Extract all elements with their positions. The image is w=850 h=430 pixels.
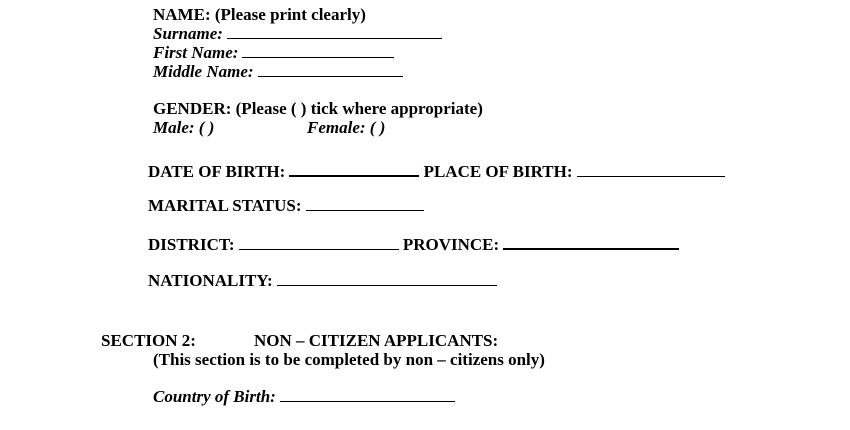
first-name-row: [153, 43, 394, 63]
section2-number: SECTION 2:: [101, 331, 196, 350]
date-of-birth-label: DATE OF BIRTH:: [148, 162, 286, 181]
district-field[interactable]: [239, 235, 399, 250]
middle-name-row: [153, 62, 403, 82]
marital-status-row: [148, 196, 424, 216]
nationality-row: [148, 271, 497, 291]
marital-status-field[interactable]: [306, 196, 424, 211]
province-field[interactable]: [503, 234, 679, 250]
nationality-field[interactable]: [277, 271, 497, 286]
nationality-label: NATIONALITY:: [148, 271, 273, 290]
birth-row: [148, 161, 725, 182]
surname-row: [153, 24, 442, 44]
gender-heading: GENDER: (Please ( ) tick where appropriate): [153, 99, 483, 118]
middle-name-field[interactable]: [258, 62, 403, 77]
section2-title: NON – CITIZEN APPLICANTS:: [254, 331, 499, 350]
section2-note: (This section is to be completed by non – citizens only): [153, 350, 545, 369]
place-of-birth-field[interactable]: [577, 162, 725, 177]
surname-field[interactable]: [227, 24, 442, 39]
middle-name-label: Middle Name:: [153, 62, 254, 81]
name-heading: NAME: (Please print clearly): [153, 5, 366, 24]
place-of-birth-label: PLACE OF BIRTH:: [423, 162, 573, 181]
district-label: DISTRICT:: [148, 235, 235, 254]
marital-status-label: MARITAL STATUS:: [148, 196, 302, 215]
surname-label: Surname:: [153, 24, 223, 43]
country-of-birth-row: [153, 387, 455, 407]
male-option[interactable]: Male: ( ): [153, 118, 215, 137]
date-of-birth-field[interactable]: [289, 161, 419, 177]
country-of-birth-label: Country of Birth:: [153, 387, 276, 406]
country-of-birth-field[interactable]: [280, 387, 455, 402]
location-row: [148, 234, 679, 255]
province-label: PROVINCE:: [402, 235, 500, 254]
female-option[interactable]: Female: ( ): [307, 118, 386, 137]
first-name-label: First Name:: [153, 43, 239, 62]
first-name-field[interactable]: [242, 43, 394, 58]
